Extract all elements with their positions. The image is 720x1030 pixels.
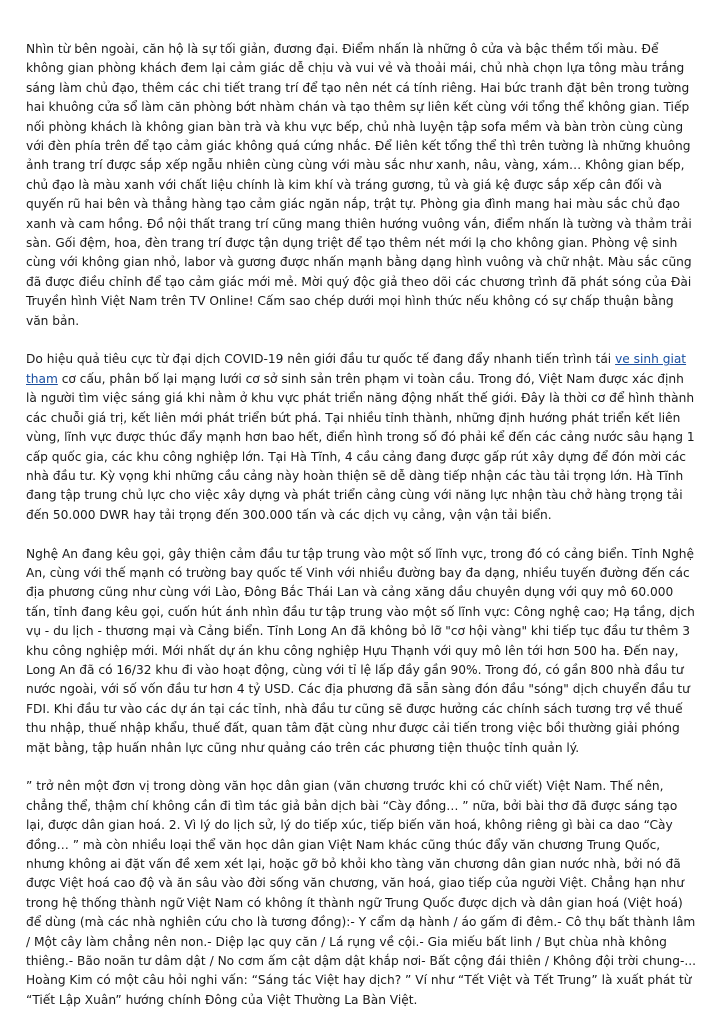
ve-sinh-giat-tham-link[interactable]: ve sinh giat tham: [26, 352, 687, 386]
paragraph-1: Nhìn từ bên ngoài, căn hộ là sự tối giản, đương đại. Điểm nhấn là những ô cửa và bậc thềm tối màu. Để không gian phòng khách đem lại cảm giác dễ chịu và vui vẻ và thoải mái, chủ nhà chọn lựa tông màu trắng sáng làm chủ đạo, thêm các chi tiết trang trí để tạo nên nét cá tính riêng. Hai bức tranh đặt bên trong tường hai khuông cửa sổ làm căn phòng bớt nhàm chán và tạo thêm sự liên kết cùng với tổng thể không gian. Tiếp nối phòng khách là không gian bàn trà và khu vực bếp, chủ nhà luyện tập sofa mềm và bàn tròn cùng cùng với đèn phía trên để tạo cảm giác không quá cứng nhắc. Để liên kết tổng thể thì trên tường là những khuông ảnh trang trí được sắp xếp ngẫu nhiên cùng cùng với màu sắc như xanh, nâu, vàng, xám… Không gian bếp, chủ đạo là màu xanh với chất liệu chính là kim khí và tráng gương, tủ và giá kệ được sắp xếp cân đối và quyến rũ hai bên và thẳng hàng tạo cảm giác ngăn nắp, trật tự. Phòng gia đình mang hai màu sắc chủ đạo xanh và cam hồng. Đồ nội thất trang trí cũng mang thiên hướng vuông vắn, điểm nhấn là tường và thảm trải sàn. Gối đệm, hoa, đèn trang trí được tận dụng triệt để tạo thêm nét mới lạ cho không gian. Phòng vệ sinh cùng với không gian nhỏ, labor và gương được nhấn mạnh bằng dạng hình vuông và chữ nhật. Màu sắc cũng đã được điều chỉnh để tạo cảm giác mới mẻ. Mời quý độc giả theo dõi các chương trình đã phát sóng của Đài Truyền hình Việt Nam trên TV Online! Cấm sao chép dưới mọi hình thức nếu không có sự chấp thuận bằng văn bản.: [26, 42, 692, 328]
paragraph-2-text-before-link: Do hiệu quả tiêu cực từ đại dịch COVID-19 nên giới đầu tư quốc tế đang đẩy nhanh tiến trình tái: [26, 352, 616, 367]
paragraph-2: [26, 350, 698, 525]
article-body: [26, 40, 698, 1030]
paragraph-4: ” trở nên một đơn vị trong dòng văn học dân gian (văn chương trước khi có chữ viết) Việt Nam. Thế nên, chẳng thể, thậm chí không cần đi tìm tác giả bản dịch bài “Cày đồng… ” nữa, bởi bài thơ đã được sáng tạo lại, được dân gian hoá. 2. Vì lý do lịch sử, lý do tiếp xúc, tiếp biến văn hoá, không riêng gì bài ca dao “Cày đồng… ” mà còn nhiều loại thể văn học dân gian Việt Nam khác cũng thúc đẩy văn chương Trung Quốc, nhưng không ai đặt vấn đề xem xét lại, hoặc gỡ bỏ khỏi kho tàng văn chương dân gian nước nhà, bởi nó đã được Việt hoá cao độ và ăn sâu vào đời sống văn chương, văn hoá, giao tiếp của người Việt. Chẳng hạn như trong hệ thống thành ngữ Việt Nam có không ít thành ngữ Trung Quốc được dịch và dân gian hoá (Việt hoá) để dùng (mà các nhà nghiên cứu cho là tương đồng):- Y cẩm dạ hành / áo gấm đi đêm.- Cô thụ bất thành lâm / Một cây làm chẳng nên non.- Diệp lạc quy căn / Lá rụng về cội.- Gia miếu bất linh / Bụt chùa nhà không thiêng.- Bão noãn tư dâm dật / No cơm ấm cật dậm dật khắp nơi- Bất cộng đái thiên / Không đội trời chung-... Hoàng Kim có một câu hỏi nghi vấn: “Sáng tác Việt hay dịch? ” Ví như “Tết Việt và Tết Trung” là xuất phát từ “Tiết Lập Xuân” hướng chính Đông của Việt Thường La Bàn Việt.: [26, 779, 696, 1007]
paragraph-3: Nghệ An đang kêu gọi, gây thiện cảm đầu tư tập trung vào một số lĩnh vực, trong đó có cảng biển. Tỉnh Nghệ An, cùng với thế mạnh có trường bay quốc tế Vinh với nhiều đường bay đa dạng, nhiều tuyến đường đến các địa phương cũng như cùng với Lào, Đông Bắc Thái Lan và cảng xăng dầu chuyên dụng với quy mô 60.000 tấn, tỉnh đang kêu gọi, cuốn hút ánh nhìn đầu tư tập trung vào một số lĩnh vực: Công nghệ cao; Hạ tầng, dịch vụ - du lịch - thương mại và Cảng biển. Tỉnh Long An đã không bỏ lỡ "cơ hội vàng" khi tiếp tục đầu tư thêm 3 khu công nghiệp mới. Mới nhất dự án khu công nghiệp Hựu Thạnh với quy mô lên tới hơn 500 ha. Đến nay, Long An đã có 16/32 khu đi vào hoạt động, cùng với tỉ lệ lấp đầy gần 90%. Trong đó, có gần 800 nhà đầu tư nước ngoài, với số vốn đầu tư hơn 4 tỷ USD. Các địa phương đã sẵn sàng đón đầu "sóng" dịch chuyển đầu tư FDI. Khi đầu tư vào các dự án tại các tỉnh, nhà đầu tư cũng sẽ được hưởng các chính sách tương trợ về thuế thu nhập, thuế nhập khẩu, thuế đất, quan tâm đặt cùng như được cải tiến trong việc bồi thường giải phóng mặt bằng, tập huấn nhân lực cũng như quảng cáo trên các phương tiện thuộc tỉnh quản lý.: [26, 546, 695, 755]
paragraph-2-text-after-link: cơ cấu, phân bố lại mạng lưới cơ sở sinh sản trên phạm vi toàn cầu. Trong đó, Việt Nam được xác định là người tìm việc sáng giá khi nằm ở khu vực phát triển năng động nhất thế giới. Đây là thời cơ để hình thành các chuỗi giá trị, kết liên mới phát triển bứt phá. Tại nhiều tỉnh thành, những định hướng phát triển kết liên vùng, lĩnh vực được thúc đẩy mạnh hơn bao hết, điển hình trong số đó phải kể đến các cảng nước sâu hạng 1 cấp quốc gia, các khu công nghiệp lớn. Tại Hà Tĩnh, 4 cầu cảng đang được gấp rút xây dựng để đón mời các nhà đầu tư. Kỳ vọng khi những cầu cảng này hoàn thiện sẽ dễ dàng tiếp nhận các tàu tải trọng lớn. Hà Tĩnh đang tập trung chủ lực cho việc xây dựng và phát triển cảng cùng với năng lực nhận tàu chở hàng trọng tải đến 50.000 DWR hay tải trọng đến 300.000 tấn và các dịch vụ cảng, vận vận tải biển.: [26, 371, 695, 522]
